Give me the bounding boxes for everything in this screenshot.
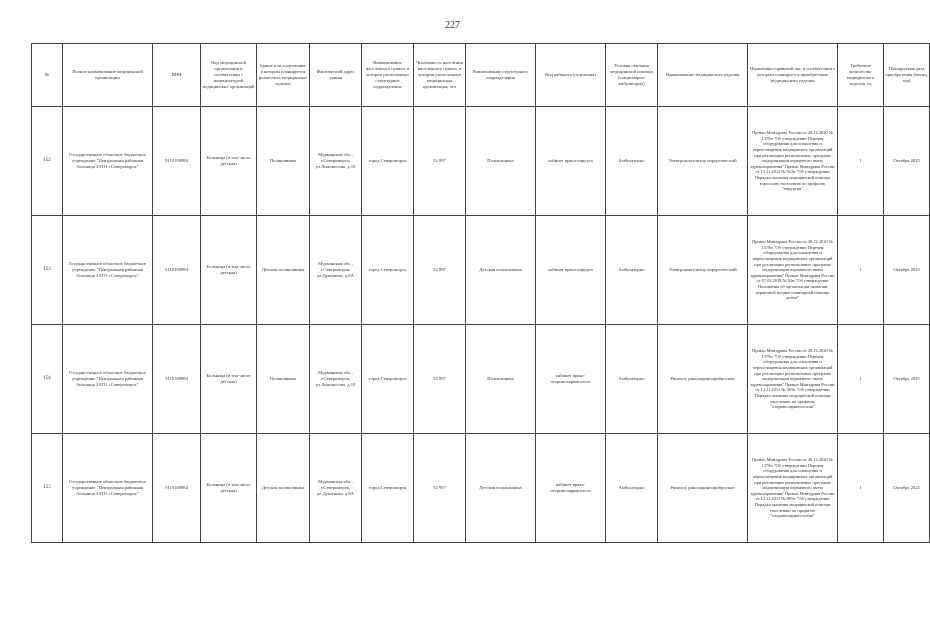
header-cell-quantity: Требуемое количество медицинского изделия, ед	[838, 44, 884, 107]
cell-locality: город Североморск	[362, 325, 414, 434]
header-cell-building: Здание или сооружение, в котором планируется разместить медицинское изделие	[257, 44, 310, 107]
cell-number: 154	[32, 325, 63, 434]
header-cell-org: Полное наименование медицинской организации	[63, 44, 153, 107]
cell-org: Государственное областное бюджетное учреждение "Центральная районная больница ЗАТО г.Североморск"	[63, 325, 153, 434]
cell-date: Октябрь 2025	[884, 107, 930, 216]
cell-date: Октябрь 2025	[884, 216, 930, 325]
cell-date: Октябрь 2025	[884, 325, 930, 434]
cell-org-type: Больница (в том числе детская)	[201, 216, 257, 325]
cell-population: 52 997	[414, 434, 466, 543]
cell-building: Поликлиника	[257, 107, 310, 216]
cell-address: Мурманская обл., г.Североморск, ул.Душенова, д.8А	[310, 434, 362, 543]
header-cell-inn: ИНН	[153, 44, 201, 107]
cell-date: Октябрь 2025	[884, 434, 930, 543]
header-cell-cabinet: Вид кабинета (отделения)	[536, 44, 606, 107]
cell-unit: Поликлиника	[466, 107, 536, 216]
cell-number: 155	[32, 434, 63, 543]
header-cell-conditions: Условия оказания медицинской помощи (стационарно/амбулаторно)	[606, 44, 658, 107]
cell-address: Мурманская обл., г.Североморск, ул.Ломоносова, д.10	[310, 325, 362, 434]
cell-device: Ринолог, риноларингофиброскоп	[658, 325, 748, 434]
header-cell-date: Планируемая дата приобретения (месяц, год)	[884, 44, 930, 107]
cell-cabinet: кабинет врача-хирурга	[536, 107, 606, 216]
cell-device: Электрокоагулятор хирургический	[658, 107, 748, 216]
cell-building: Поликлиника	[257, 325, 310, 434]
header-cell-device: Наименование медицинского изделия	[658, 44, 748, 107]
table-row	[32, 325, 930, 434]
header-cell-normative: Нормативно-правовой акт, в соответствии с которым планируется приобретение медицинского изделия	[748, 44, 838, 107]
cell-address: Мурманская обл., г.Североморск, ул.Душенова, д.8А	[310, 216, 362, 325]
cell-inn: 5110100984	[153, 107, 201, 216]
cell-unit: Детская поликлиника	[466, 216, 536, 325]
cell-population: 52 997	[414, 325, 466, 434]
cell-conditions: Амбулаторно	[606, 434, 658, 543]
cell-number: 152	[32, 107, 63, 216]
header-cell-locality: Наименование населенного пункта, в котором расположено структурное подразделение	[362, 44, 414, 107]
equipment-registry-table	[31, 43, 930, 543]
cell-inn: 5110100984	[153, 216, 201, 325]
header-cell-unit: Наименование структурного подразделения	[466, 44, 536, 107]
cell-normative: Приказ Минздрава России от 28.12.2020 № 1379н "Об утверждении Перечня оборудования для оснащения и переоснащения медицинских организаций при реализации региональных программ модернизации первичного звена здравоохранения" Приказ Минздрава России от 15.11.2012 № 922н "Об утверждении Порядка оказания медицинской помощи взрослому населению по профилю "хирургия"	[748, 107, 838, 216]
cell-cabinet: кабинет врача-оториноларинголога	[536, 434, 606, 543]
cell-normative: Приказ Минздрава России от 28.12.2020 № 1379н "Об утверждении Перечня оборудования для оснащения и переоснащения медицинских организаций при реализации региональных программ модернизации первичного звена здравоохранения" Приказ Минздрава России от 12.11.2012 № 905н "Об утверждении Порядка оказания медицинской помощи населению по профилю "оториноларингология"	[748, 434, 838, 543]
cell-number: 153	[32, 216, 63, 325]
cell-normative: Приказ Минздрава России от 28.12.2020 № 1379н "Об утверждении Перечня оборудования для оснащения и переоснащения медицинских организаций при реализации региональных программ модернизации первичного звена здравоохранения" Приказ Минздрава России от 07.03.2018 № 92н "Об утверждении Положения об организации оказания первичной медико-санитарной помощи детям"	[748, 216, 838, 325]
cell-building: Детская поликлиника	[257, 216, 310, 325]
cell-unit: Детская поликлиника	[466, 434, 536, 543]
cell-inn: 5110100984	[153, 325, 201, 434]
header-cell-number: №	[32, 44, 63, 107]
cell-normative: Приказ Минздрава России от 28.12.2020 № 1379н "Об утверждении Перечня оборудования для оснащения и переоснащения медицинских организаций при реализации региональных программ модернизации первичного звена здравоохранения" Приказ Минздрава России от 12.11.2012 № 905н "Об утверждении Порядка оказания медицинской помощи населению по профилю "оториноларингология"	[748, 325, 838, 434]
header-cell-org-type: Вид медицинской организации в соответствии с номенклатурой медицинских организаций	[201, 44, 257, 107]
cell-device: Электрокоагулятор хирургический	[658, 216, 748, 325]
cell-cabinet: кабинет врача-хирурга	[536, 216, 606, 325]
cell-population: 52 997	[414, 107, 466, 216]
cell-address: Мурманская обл., г.Североморск, ул.Ломоносова, д.10	[310, 107, 362, 216]
header-cell-address: Фактический адрес здания	[310, 44, 362, 107]
header-cell-population: Численность населения населенного пункта, в котором расположена медицинская организация, чел	[414, 44, 466, 107]
table-body	[32, 107, 930, 543]
cell-quantity: 1	[838, 325, 884, 434]
cell-conditions: Амбулаторно	[606, 216, 658, 325]
table-row	[32, 107, 930, 216]
cell-quantity: 1	[838, 434, 884, 543]
page-number: 227	[445, 20, 460, 31]
cell-quantity: 1	[838, 216, 884, 325]
table-row	[32, 216, 930, 325]
cell-locality: город Североморск	[362, 107, 414, 216]
cell-quantity: 1	[838, 107, 884, 216]
cell-org-type: Больница (в том числе детская)	[201, 325, 257, 434]
cell-org: Государственное областное бюджетное учреждение "Центральная районная больница ЗАТО г.Североморск"	[63, 216, 153, 325]
cell-building: Детская поликлиника	[257, 434, 310, 543]
table-header	[32, 44, 930, 107]
cell-device: Ринолог, риноларингофиброскоп	[658, 434, 748, 543]
table-row	[32, 434, 930, 543]
cell-org-type: Больница (в том числе детская)	[201, 434, 257, 543]
cell-locality: город Североморск	[362, 216, 414, 325]
cell-org: Государственное областное бюджетное учреждение "Центральная районная больница ЗАТО г.Североморск"	[63, 107, 153, 216]
cell-unit: Поликлиника	[466, 325, 536, 434]
header-row	[32, 44, 930, 107]
cell-locality: город Североморск	[362, 434, 414, 543]
cell-conditions: Амбулаторно	[606, 325, 658, 434]
cell-cabinet: кабинет врача-оториноларинголога	[536, 325, 606, 434]
cell-conditions: Амбулаторно	[606, 107, 658, 216]
cell-org: Государственное областное бюджетное учреждение "Центральная районная больница ЗАТО г.Североморск"	[63, 434, 153, 543]
cell-org-type: Больница (в том числе детская)	[201, 107, 257, 216]
cell-inn: 5110100984	[153, 434, 201, 543]
cell-population: 52 997	[414, 216, 466, 325]
